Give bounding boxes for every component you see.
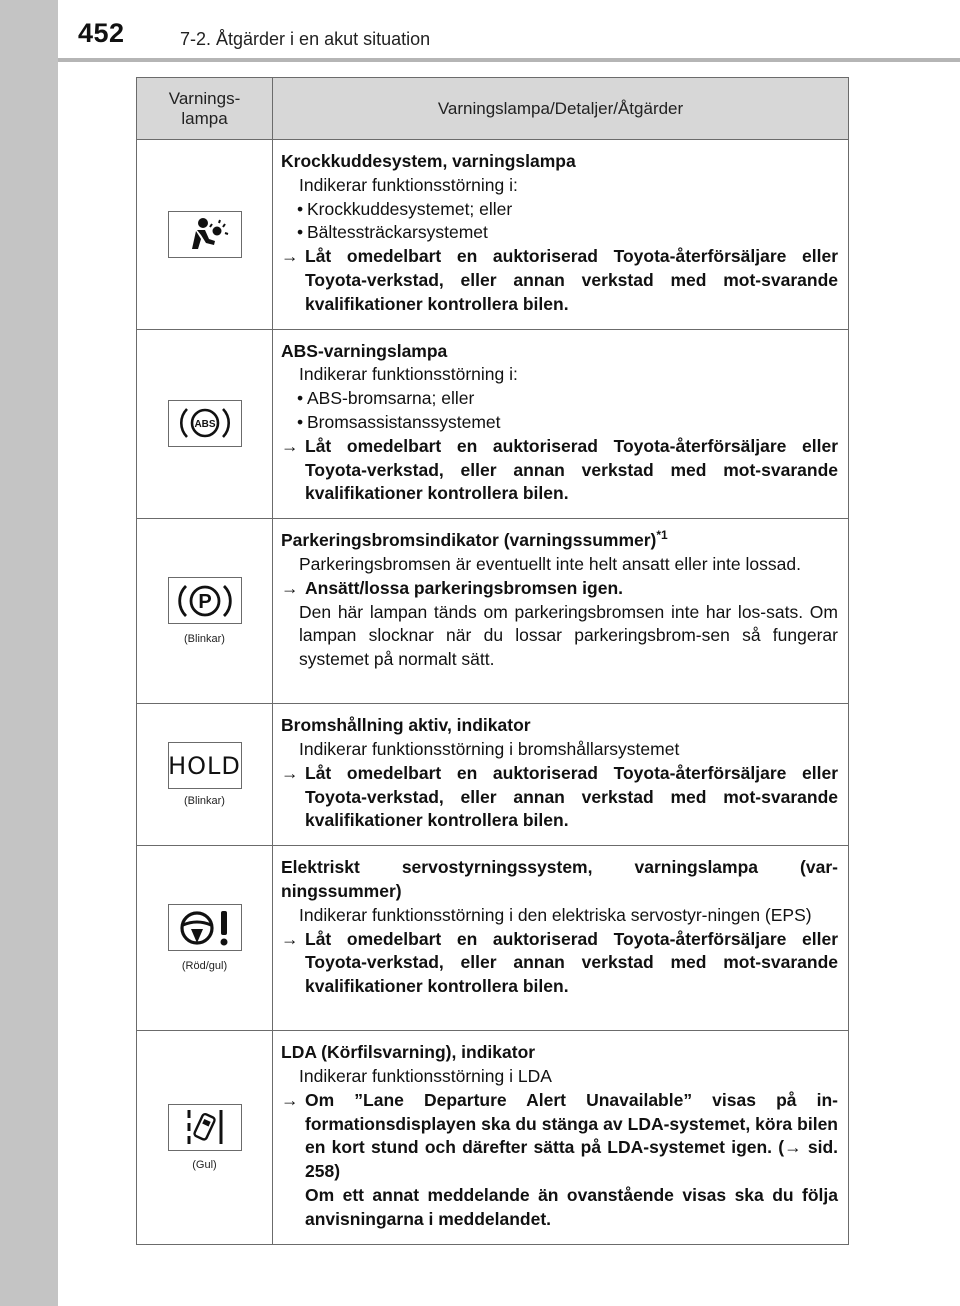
row-title: LDA (Körfilsvarning), indikator	[281, 1042, 536, 1063]
icon-caption: (Gul)	[192, 1159, 217, 1172]
row-action	[281, 762, 838, 833]
text-cell	[273, 329, 849, 519]
arrow-icon: →	[281, 246, 299, 267]
row-action	[281, 435, 838, 506]
steering-warning-icon	[168, 904, 242, 951]
table-header-row	[137, 78, 849, 140]
row-action	[281, 1089, 838, 1184]
abs-warning-icon	[168, 400, 242, 447]
text-cell	[273, 140, 849, 330]
arrow-icon: →	[281, 577, 299, 598]
parking-brake-icon	[168, 577, 242, 624]
row-description: Indikerar funktionsstörning i den elektriska servostyr-ningen (EPS)	[299, 904, 812, 925]
row-description: Indikerar funktionsstörning i bromshållarsystemet	[299, 738, 680, 759]
hold-label: HOLD	[168, 751, 241, 780]
text-cell	[273, 1031, 849, 1244]
row-title: Elektriskt servostyrningssystem, varningslampa (var-ningssummer)	[281, 857, 838, 901]
page-reference-link[interactable]: sid. 258)	[305, 1137, 838, 1182]
parking-label: P	[197, 590, 212, 613]
row-title: ABS-varningslampa	[281, 340, 448, 361]
icon-cell	[137, 1031, 273, 1244]
action-text: Låt omedelbart en auktoriserad Toyota-återförsäljare eller Toyota-verkstad, eller annan verkstad med mot-svarande kvalifikationer kontrollera bilen.	[305, 435, 838, 504]
hold-icon	[168, 742, 242, 789]
lda-icon	[168, 1104, 242, 1151]
arrow-icon: →	[784, 1137, 802, 1158]
table-row	[137, 704, 849, 846]
row-title: Bromshållning aktiv, indikator	[281, 715, 531, 736]
abs-label: ABS	[193, 419, 216, 431]
row-note: Den här lampan tänds om parkeringsbromsen inte har los-sats. Om lampan slocknar när du lossar parkeringsbrom-sen så fungerar systemet på normalt sätt.	[299, 601, 838, 670]
row-action	[281, 577, 838, 601]
warning-light-table	[136, 77, 849, 1245]
action-text: Om ”Lane Departure Alert Unavailable” visas på in-formationsdisplayen ska du stänga av LDA-systemet, köra bilen en kort stund och därefter sätta på LDA-systemet igen. (	[305, 1089, 838, 1158]
section-title: 7-2. Åtgärder i en akut situation	[180, 29, 431, 49]
action-text: Låt omedelbart en auktoriserad Toyota-återförsäljare eller Toyota-verkstad, eller annan verkstad med mot-svarande kvalifikationer kontrollera bilen.	[305, 762, 838, 831]
row-description: Indikerar funktionsstörning i:	[299, 364, 518, 385]
icon-cell	[137, 329, 273, 519]
table-row	[137, 1031, 849, 1244]
table-row	[137, 519, 849, 704]
text-cell	[273, 704, 849, 846]
airbag-warning-icon	[168, 211, 242, 258]
row-description: Indikerar funktionsstörning i LDA	[299, 1065, 552, 1086]
row-title-text: Parkeringsbromsindikator (varningssummer)	[281, 530, 657, 551]
icon-cell	[137, 846, 273, 1031]
row-title: Krockkuddesystem, varningslampa	[281, 151, 576, 171]
page-side-strip	[0, 0, 58, 1306]
footnote-marker: *1	[656, 528, 668, 543]
action-text: Låt omedelbart en auktoriserad Toyota-återförsäljare eller Toyota-verkstad, eller annan verkstad med mot-svarande kvalifikationer kontrollera bilen.	[305, 246, 838, 314]
arrow-icon: →	[281, 435, 299, 456]
arrow-icon: →	[281, 762, 299, 783]
header-details: Varningslampa/Detaljer/Åtgärder	[273, 78, 849, 140]
row-action	[281, 928, 838, 999]
header-lamp: Varnings- lampa	[137, 78, 273, 140]
arrow-icon: →	[281, 1089, 299, 1110]
icon-cell	[137, 519, 273, 704]
bullet-item: • ABS-bromsarna; eller	[281, 387, 838, 411]
table-row	[137, 329, 849, 519]
action-text: Ansätt/lossa parkeringsbromsen igen.	[305, 577, 624, 598]
table-row	[137, 846, 849, 1031]
row-description: Indikerar funktionsstörning i:	[299, 174, 518, 195]
row-description: Parkeringsbromsen är eventuellt inte helt ansatt eller inte lossad.	[299, 553, 801, 574]
table-row	[137, 140, 849, 330]
arrow-icon: →	[281, 928, 299, 949]
row-action	[281, 245, 838, 316]
header-rule	[58, 58, 960, 62]
text-cell	[273, 846, 849, 1031]
action-text: Låt omedelbart en auktoriserad Toyota-återförsäljare eller Toyota-verkstad, eller annan verkstad med mot-svarande kvalifikationer kontrollera bilen.	[305, 928, 838, 997]
page-number: 452	[78, 18, 125, 48]
row-extra-action: Om ett annat meddelande än ovanstående visas ska du följa anvisningarna i meddelandet.	[305, 1184, 838, 1229]
bullet-item: • Bromsassistanssystemet	[281, 411, 838, 435]
icon-cell	[137, 140, 273, 330]
icon-caption: (Röd/gul)	[181, 959, 228, 972]
bullet-item: • Krockkuddesystemet; eller	[281, 198, 838, 222]
icon-caption: (Blinkar)	[184, 795, 225, 808]
text-cell	[273, 519, 849, 704]
icon-caption: (Blinkar)	[184, 632, 225, 645]
row-title	[281, 529, 838, 553]
icon-cell	[137, 704, 273, 846]
bullet-item: • Bältessträckarsystemet	[281, 221, 838, 245]
